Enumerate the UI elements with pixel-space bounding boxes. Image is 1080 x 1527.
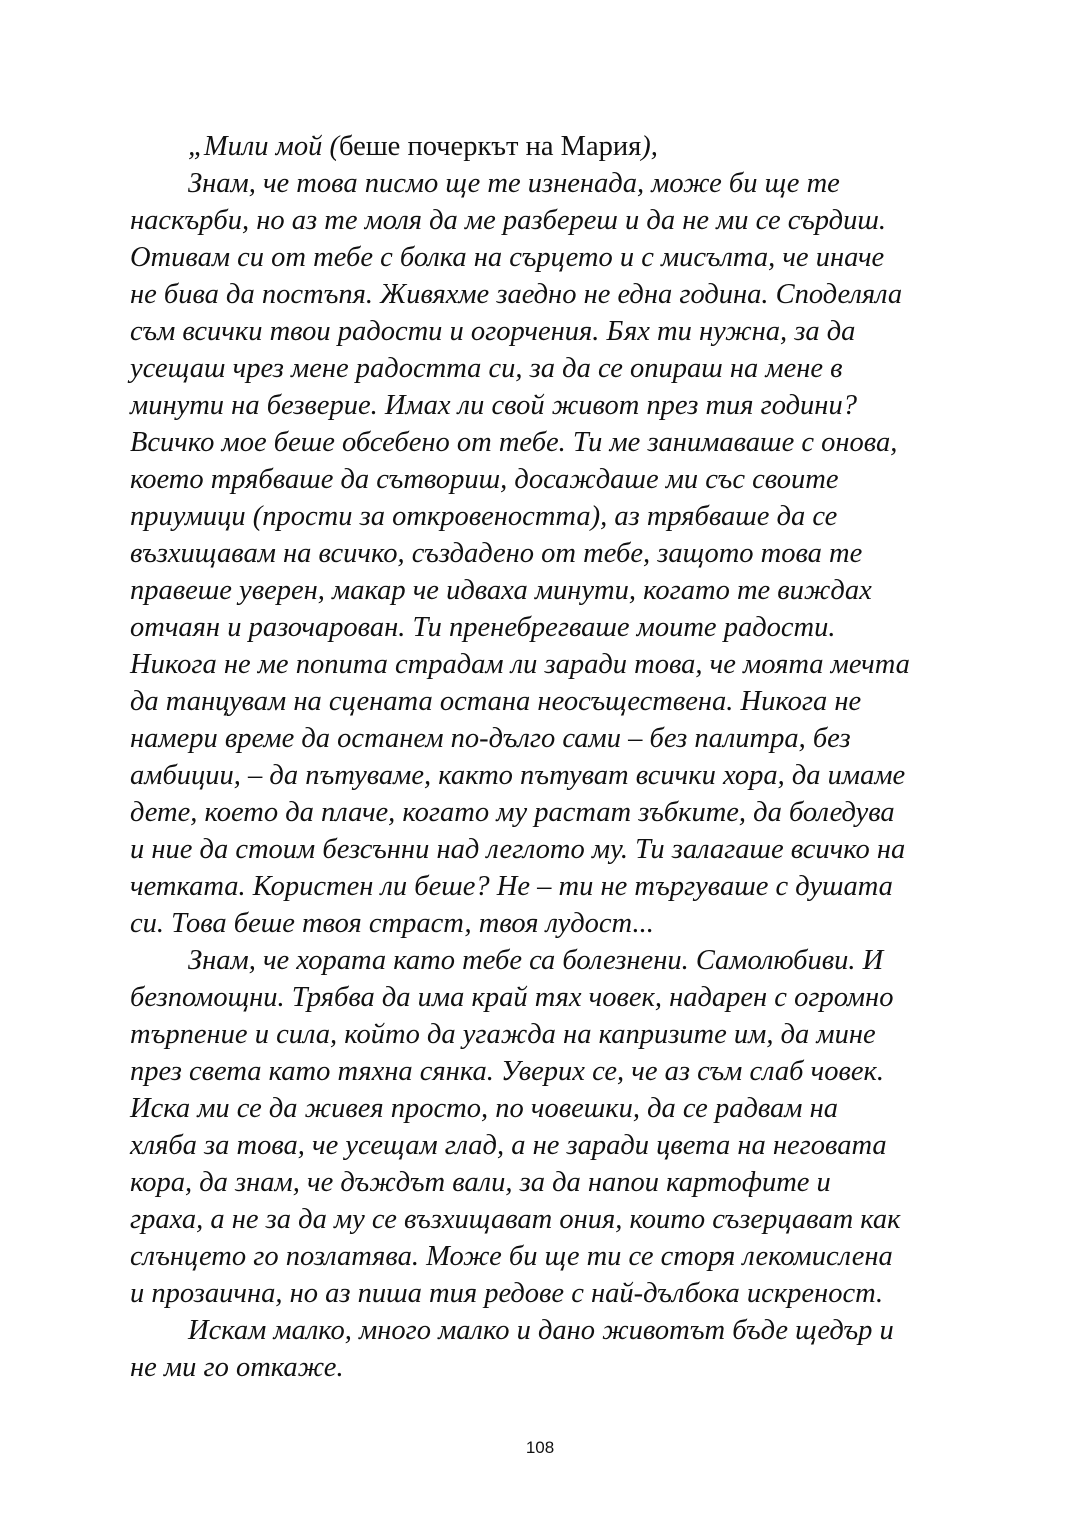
letter-line: възхищавам на всичко, създадено от тебе, защото това те bbox=[130, 538, 863, 569]
letter-line: слънцето го позлатява. Може би ще ти се сторя лекомислена bbox=[130, 1241, 893, 1272]
letter-line: четката. Користен ли беше? Не – ти не търгуваше с душата bbox=[130, 871, 893, 902]
letter-line: Знам, че хората като тебе са болезнени. Самолюбиви. И bbox=[188, 945, 884, 976]
letter-line: Отивам си от тебе с болка на сърцето и с мисълта, че иначе bbox=[130, 242, 885, 273]
salutation-close: ), bbox=[641, 131, 658, 162]
letter-salutation bbox=[130, 128, 960, 165]
letter-line: да танцувам на сцената остана неосъществена. Никога не bbox=[130, 686, 862, 717]
letter-line: Всичко мое беше обсебено от тебе. Ти ме занимаваше с онова, bbox=[130, 427, 898, 458]
letter-line: не бива да постъпя. Живяхме заедно не една година. Споделяла bbox=[130, 279, 903, 310]
letter-line: минути на безверие. Имах ли свой живот през тия години? bbox=[130, 390, 857, 421]
letter-line: приумици (прости за откровеността), аз трябваше да се bbox=[130, 501, 838, 532]
salutation-note: беше почеркът на Мария bbox=[338, 131, 642, 162]
salutation-open: „Мили мой ( bbox=[188, 131, 339, 162]
letter-line: и ние да стоим безсънни над леглото му. Ти залагаше всичко на bbox=[130, 834, 906, 865]
letter-body bbox=[130, 128, 960, 1386]
letter-line: амбиции, – да пътуваме, както пътуват всички хора, да имаме bbox=[130, 760, 906, 791]
letter-line: кора, да знам, че дъждът вали, за да напои картофите и bbox=[130, 1167, 831, 1198]
letter-line: което трябваше да сътвориш, досаждаше ми със своите bbox=[130, 464, 839, 495]
letter-line: през света като тяхна сянка. Уверих се, че аз съм слаб човек. bbox=[130, 1056, 884, 1087]
page-number: 108 bbox=[525, 1438, 555, 1457]
letter-line: отчаян и разочарован. Ти пренебрегваше моите радости. bbox=[130, 612, 836, 643]
letter-lines bbox=[130, 165, 960, 1386]
letter-line: Иска ми се да живея просто, по човешки, да се радвам на bbox=[130, 1093, 838, 1124]
letter-line: правеше уверен, макар че идваха минути, когато те виждах bbox=[130, 575, 872, 606]
letter-line: търпение и сила, който да угажда на капризите им, да мине bbox=[130, 1019, 876, 1050]
letter-line: намери време да останем по-дълго сами – без палитра, без bbox=[130, 723, 851, 754]
letter-line: граха, а не за да му се възхищават ония, които съзерцават как bbox=[130, 1204, 901, 1235]
letter-line: наскърби, но аз те моля да ме разбереш и да не ми се сърдиш. bbox=[130, 205, 886, 236]
letter-line: хляба за това, че усещам глад, а не заради цвета на неговата bbox=[130, 1130, 887, 1161]
letter-line: и прозаична, но аз пиша тия редове с най-дълбока искреност. bbox=[130, 1278, 884, 1309]
letter-line: усещаш чрез мене радостта си, за да се опираш на мене в bbox=[130, 353, 843, 384]
letter-line: Искам малко, много малко и дано животът бъде щедър и bbox=[188, 1315, 894, 1346]
letter-line: Знам, че това писмо ще те изненада, може би ще те bbox=[188, 168, 840, 199]
letter-line: дете, което да плаче, когато му растат зъбките, да боледува bbox=[130, 797, 895, 828]
letter-line: си. Това беше твоя страст, твоя лудост... bbox=[130, 908, 654, 939]
letter-line: безпомощни. Трябва да има край тях човек, надарен с огромно bbox=[130, 982, 894, 1013]
letter-line: Никога не ме попита страдам ли заради това, че моята мечта bbox=[130, 649, 910, 680]
letter-line: съм всички твои радости и огорчения. Бях ти нужна, за да bbox=[130, 316, 856, 347]
letter-line: не ми го откаже. bbox=[130, 1352, 344, 1383]
